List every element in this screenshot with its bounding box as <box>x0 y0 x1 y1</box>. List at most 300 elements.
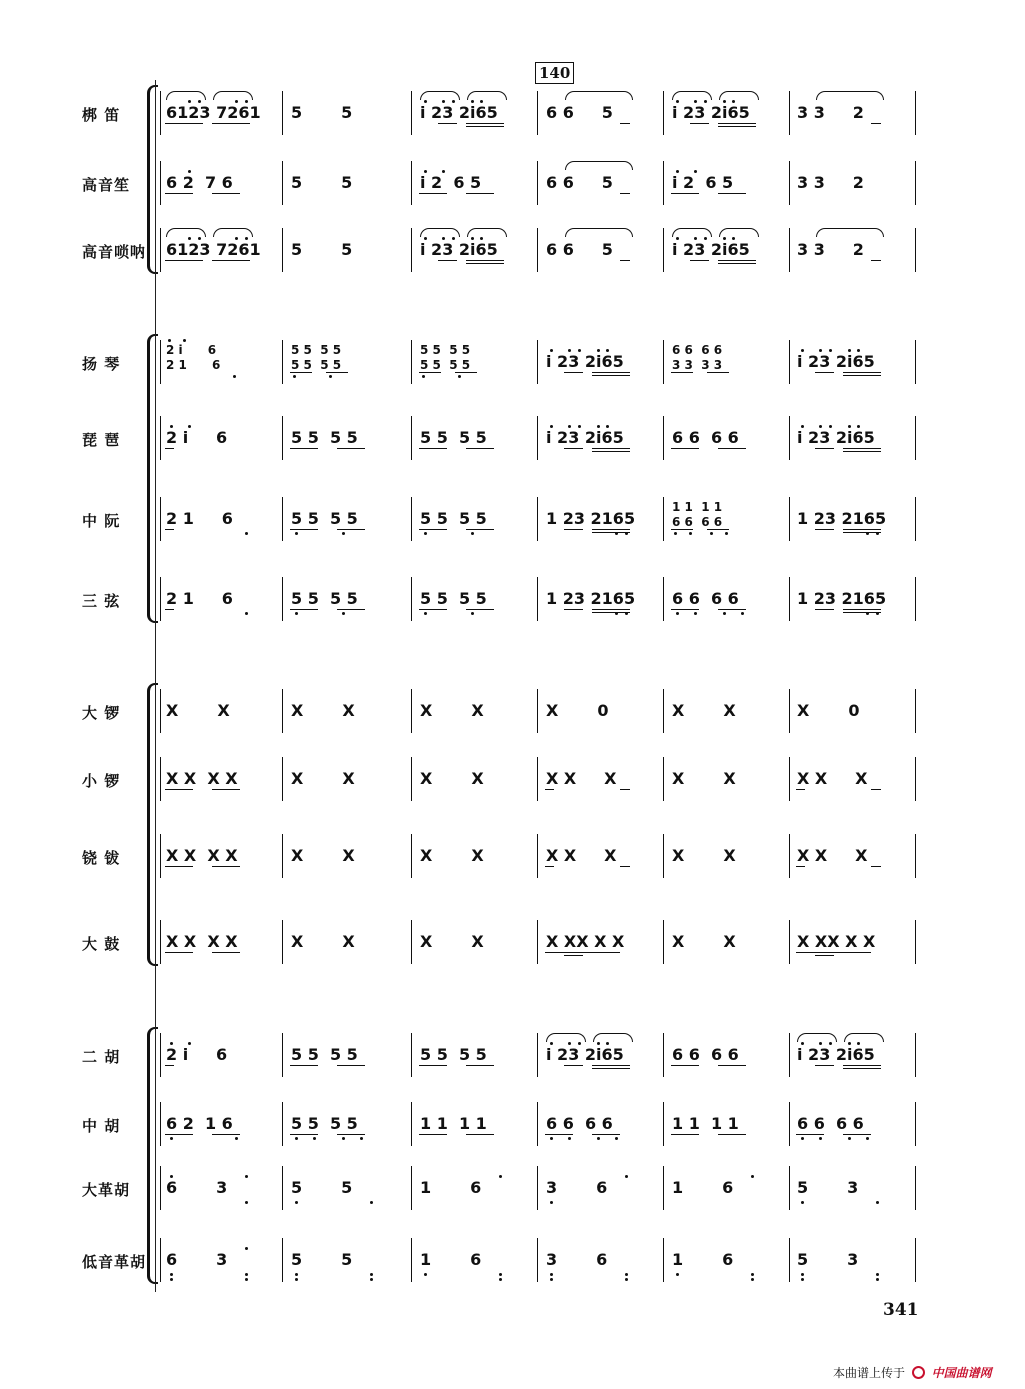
barline <box>663 228 664 272</box>
note-dot <box>188 170 191 173</box>
measure-notes: 1 23 2165 <box>797 589 887 608</box>
beam-underline <box>466 609 494 610</box>
note-dot <box>723 612 726 615</box>
note-dot <box>295 1137 298 1140</box>
note-dot <box>625 1278 628 1281</box>
barline <box>282 1238 283 1282</box>
barline <box>663 340 664 384</box>
note-dot <box>370 1278 373 1281</box>
beam-underline <box>212 193 240 194</box>
measure-notes: 6 6 6 6 <box>797 1114 864 1133</box>
beam-underline <box>843 612 881 613</box>
beam-underline <box>564 952 583 953</box>
note-dot <box>819 425 822 428</box>
note-dot <box>866 1137 869 1140</box>
measure-notes: 1 23 2165 <box>797 509 887 528</box>
measure-notes: X X X <box>546 846 617 865</box>
note-dot <box>295 1278 298 1281</box>
barline <box>282 1102 283 1146</box>
measure-notes: X XX X X <box>797 932 876 951</box>
note-dot <box>710 532 713 535</box>
note-dot <box>295 612 298 615</box>
barline <box>915 1033 916 1077</box>
barline <box>282 757 283 801</box>
footer-attribution <box>833 1364 992 1381</box>
beam-underline <box>592 1068 630 1069</box>
beam-underline <box>843 1068 881 1069</box>
note-dot <box>801 1137 804 1140</box>
beam-underline <box>290 448 318 449</box>
barline <box>789 1033 790 1077</box>
barline <box>663 1238 664 1282</box>
note-dot <box>597 425 600 428</box>
barline <box>663 834 664 878</box>
beam-underline <box>165 1065 174 1066</box>
beam-underline <box>718 126 756 127</box>
note-dot <box>689 532 692 535</box>
chord-bottom-notes: 2 1 6 <box>166 358 221 372</box>
instrument-label: 高音唢呐 <box>82 243 147 261</box>
note-dot <box>848 425 851 428</box>
barline <box>160 757 161 801</box>
beam-underline <box>718 609 746 610</box>
measure-notes: X X <box>291 932 355 951</box>
beam-underline <box>796 1134 824 1135</box>
barline <box>663 416 664 460</box>
beam-underline <box>455 372 477 373</box>
barline <box>282 689 283 733</box>
note-dot <box>422 375 425 378</box>
measure-notes: 3 3 2 <box>797 240 864 259</box>
barline <box>282 228 283 272</box>
barline <box>789 161 790 205</box>
measure-notes: 1 6 <box>672 1250 734 1269</box>
note-dot <box>625 1273 628 1276</box>
beam-underline <box>871 866 880 867</box>
note-dot <box>245 1247 248 1250</box>
note-dot <box>424 612 427 615</box>
barline <box>663 757 664 801</box>
chord-bottom-notes: 5 5 5 5 <box>420 358 471 372</box>
beam-underline <box>212 866 240 867</box>
beam-underline <box>871 123 880 124</box>
barline <box>915 1102 916 1146</box>
beam-underline <box>718 263 756 264</box>
measure-notes: 6 6 5 <box>546 173 613 192</box>
beam-underline <box>564 609 583 610</box>
barline <box>537 1102 538 1146</box>
instrument-label: 高音笙 <box>82 176 131 194</box>
note-dot <box>295 1201 298 1204</box>
measure-notes: X X <box>672 846 736 865</box>
instrument-label: 中 胡 <box>82 1117 121 1135</box>
slur-arc <box>546 1033 586 1042</box>
beam-underline <box>671 448 699 449</box>
note-dot <box>550 1278 553 1281</box>
note-dot <box>606 425 609 428</box>
measure-notes: 1 6 <box>420 1250 482 1269</box>
measure-notes: 6 6 6 6 <box>546 1114 613 1133</box>
note-dot <box>245 1175 248 1178</box>
group-brace <box>147 691 158 956</box>
beam-underline <box>466 126 504 127</box>
measure-notes: i 23 2i65 <box>672 103 750 122</box>
barline <box>411 340 412 384</box>
beam-underline <box>564 1065 583 1066</box>
beam-underline <box>545 952 620 953</box>
beam-underline <box>419 529 447 530</box>
measure-notes: 5 5 5 5 <box>291 589 358 608</box>
barline <box>537 340 538 384</box>
measure-notes: 5 3 <box>797 1250 859 1269</box>
instrument-label: 低音革胡 <box>82 1253 147 1271</box>
beam-underline <box>871 260 880 261</box>
note-dot <box>801 1273 804 1276</box>
note-dot <box>342 1137 345 1140</box>
beam-underline <box>212 952 240 953</box>
note-dot <box>170 1273 173 1276</box>
measure-notes: X 0 <box>546 701 609 720</box>
measure-notes: 6 6 5 <box>546 103 613 122</box>
measure-notes: 5 5 5 5 <box>291 1114 358 1133</box>
note-dot <box>550 1201 553 1204</box>
note-dot <box>550 349 553 352</box>
measure-notes: i 23 2i65 <box>797 352 875 371</box>
barline <box>411 1102 412 1146</box>
barline <box>663 689 664 733</box>
barline <box>789 228 790 272</box>
measure-notes: i 23 2i65 <box>420 103 498 122</box>
barline <box>160 1238 161 1282</box>
note-dot <box>245 1273 248 1276</box>
beam-underline <box>438 123 457 124</box>
beam-underline <box>843 375 881 376</box>
note-dot <box>245 612 248 615</box>
note-dot <box>245 1278 248 1281</box>
note-dot <box>857 349 860 352</box>
beam-underline <box>620 123 629 124</box>
note-dot <box>471 532 474 535</box>
beam-underline <box>165 123 203 124</box>
beam-underline <box>718 448 746 449</box>
slur-arc <box>816 228 884 237</box>
note-dot <box>550 1273 553 1276</box>
rehearsal-mark: 140 <box>535 62 574 84</box>
note-dot <box>615 1137 618 1140</box>
note-dot <box>857 425 860 428</box>
chord-bottom-notes: 6 6 6 6 <box>672 515 723 529</box>
barline <box>411 228 412 272</box>
slur-arc <box>166 228 206 237</box>
beam-underline <box>545 866 554 867</box>
beam-underline <box>718 1065 746 1066</box>
barline <box>160 1102 161 1146</box>
beam-underline <box>843 609 881 610</box>
note-dot <box>876 1201 879 1204</box>
note-dot <box>741 612 744 615</box>
note-dot <box>819 1137 822 1140</box>
beam-underline <box>337 448 365 449</box>
measure-notes: 5 5 5 5 <box>420 509 487 528</box>
site-logo-icon <box>912 1366 925 1379</box>
beam-underline <box>564 448 583 449</box>
measure-notes: 2 1 6 <box>166 509 233 528</box>
barline <box>537 416 538 460</box>
note-dot <box>170 1175 173 1178</box>
chord-bottom-notes: 5 5 5 5 <box>291 358 342 372</box>
note-dot <box>751 1278 754 1281</box>
beam-underline <box>466 263 504 264</box>
barline <box>537 757 538 801</box>
note-dot <box>424 532 427 535</box>
measure-notes: 3 3 2 <box>797 173 864 192</box>
instrument-label: 扬 琴 <box>82 355 121 373</box>
measure-notes: 1 23 2165 <box>546 589 636 608</box>
barline <box>160 689 161 733</box>
note-dot <box>568 1137 571 1140</box>
barline <box>160 834 161 878</box>
barline <box>411 497 412 541</box>
note-dot <box>550 425 553 428</box>
beam-underline <box>620 866 629 867</box>
barline <box>915 161 916 205</box>
beam-underline <box>545 1134 573 1135</box>
measure-notes: X X X X <box>166 769 238 788</box>
barline <box>789 497 790 541</box>
measure-notes: X X X <box>546 769 617 788</box>
slur-arc <box>166 91 206 100</box>
slur-arc <box>565 161 633 170</box>
note-dot <box>471 612 474 615</box>
beam-underline <box>419 448 447 449</box>
note-dot <box>676 170 679 173</box>
instrument-label: 大革胡 <box>82 1181 131 1199</box>
beam-underline <box>592 448 630 449</box>
beam-underline <box>671 529 693 530</box>
beam-underline <box>690 123 709 124</box>
barline <box>282 1166 283 1210</box>
beam-underline <box>843 372 881 373</box>
beam-underline <box>718 1134 746 1135</box>
note-dot <box>329 375 332 378</box>
beam-underline <box>212 789 240 790</box>
measure-notes: 3 6 <box>546 1250 608 1269</box>
beam-underline <box>796 789 805 790</box>
barline <box>411 161 412 205</box>
beam-underline <box>592 372 630 373</box>
measure-notes: 5 5 5 5 <box>291 428 358 447</box>
measure-notes: X XX X X <box>546 932 625 951</box>
beam-underline <box>466 1134 494 1135</box>
measure-notes: 5 5 <box>291 240 353 259</box>
note-dot <box>293 375 296 378</box>
measure-notes: 1 1 1 1 <box>672 1114 739 1133</box>
note-dot <box>168 339 171 342</box>
measure-notes: X X <box>672 932 736 951</box>
barline <box>537 689 538 733</box>
note-dot <box>233 375 236 378</box>
barline <box>537 920 538 964</box>
barline <box>537 1238 538 1282</box>
note-dot <box>801 1278 804 1281</box>
measure-notes: 2 i 6 <box>166 428 228 447</box>
barline <box>160 91 161 135</box>
beam-underline <box>165 789 193 790</box>
barline <box>789 920 790 964</box>
beam-underline <box>290 529 318 530</box>
measure-notes: i 23 2i65 <box>546 352 624 371</box>
measure-notes: 6 3 <box>166 1250 228 1269</box>
measure-notes: 2 i 6 <box>166 1045 228 1064</box>
beam-underline <box>212 260 250 261</box>
beam-underline <box>564 955 583 956</box>
beam-underline <box>843 532 881 533</box>
measure-notes: i 2 6 5 <box>672 173 734 192</box>
note-dot <box>170 1042 173 1045</box>
beam-underline <box>165 866 193 867</box>
beam-underline <box>815 955 834 956</box>
slur-arc <box>593 1033 633 1042</box>
note-dot <box>245 532 248 535</box>
measure-notes: X X <box>291 769 355 788</box>
note-dot <box>725 532 728 535</box>
barline <box>282 577 283 621</box>
group-brace-bottom <box>147 1272 158 1284</box>
group-brace <box>147 342 158 613</box>
measure-notes: i 23 2i65 <box>797 428 875 447</box>
measure-notes: 6 6 6 6 <box>672 428 739 447</box>
barline <box>411 577 412 621</box>
measure-notes: X X <box>420 769 484 788</box>
barline <box>537 1033 538 1077</box>
slur-arc <box>565 228 633 237</box>
beam-underline <box>419 609 447 610</box>
barline <box>411 1238 412 1282</box>
beam-underline <box>466 260 504 261</box>
system-line <box>155 80 156 1292</box>
beam-underline <box>165 448 174 449</box>
barline <box>160 497 161 541</box>
beam-underline <box>545 789 554 790</box>
beam-underline <box>620 260 629 261</box>
beam-underline <box>671 1134 699 1135</box>
barline <box>789 91 790 135</box>
note-dot <box>694 170 697 173</box>
barline <box>915 1238 916 1282</box>
slur-arc <box>213 91 253 100</box>
barline <box>160 577 161 621</box>
note-dot <box>499 1273 502 1276</box>
beam-underline <box>290 372 312 373</box>
beam-underline <box>419 1065 447 1066</box>
beam-underline <box>290 1065 318 1066</box>
note-dot <box>829 425 832 428</box>
note-dot <box>694 612 697 615</box>
note-dot <box>499 1175 502 1178</box>
group-brace <box>147 1035 158 1274</box>
note-dot <box>370 1273 373 1276</box>
barline <box>537 161 538 205</box>
beam-underline <box>671 372 693 373</box>
barline <box>663 91 664 135</box>
note-dot <box>606 349 609 352</box>
barline <box>411 1033 412 1077</box>
measure-notes: 6123 7261 <box>166 103 261 122</box>
beam-underline <box>466 448 494 449</box>
barline <box>915 228 916 272</box>
beam-underline <box>718 123 756 124</box>
measure-notes: X X <box>672 701 736 720</box>
beam-underline <box>671 193 699 194</box>
note-dot <box>170 425 173 428</box>
barline <box>537 834 538 878</box>
measure-notes: 6 2 7 6 <box>166 173 233 192</box>
beam-underline <box>796 952 871 953</box>
beam-underline <box>212 1134 240 1135</box>
barline <box>411 91 412 135</box>
group-brace <box>147 93 158 264</box>
measure-notes: X X X X <box>166 932 238 951</box>
footer-site-name: 中国曲谱网 <box>931 1366 992 1380</box>
measure-notes: 1 23 2165 <box>546 509 636 528</box>
beam-underline <box>466 529 494 530</box>
measure-notes: X X <box>420 932 484 951</box>
beam-underline <box>718 260 756 261</box>
beam-underline <box>165 193 193 194</box>
measure-notes: X X <box>291 701 355 720</box>
barline <box>789 834 790 878</box>
note-dot <box>625 1175 628 1178</box>
instrument-label: 大 锣 <box>82 704 121 722</box>
measure-notes: i 23 2i65 <box>797 1045 875 1064</box>
slur-arc <box>467 91 507 100</box>
barline <box>411 416 412 460</box>
note-dot <box>848 349 851 352</box>
instrument-label: 铙 钹 <box>82 849 121 867</box>
slur-arc <box>213 228 253 237</box>
page-number: 341 <box>883 1300 919 1320</box>
barline <box>789 1102 790 1146</box>
barline <box>663 577 664 621</box>
slur-arc <box>816 91 884 100</box>
chord-top-notes: 5 5 5 5 <box>420 343 471 357</box>
barline <box>789 689 790 733</box>
measure-notes: 6 6 6 6 <box>672 589 739 608</box>
measure-notes: 6 2 1 6 <box>166 1114 233 1133</box>
slur-arc <box>467 228 507 237</box>
barline <box>915 689 916 733</box>
note-dot <box>342 532 345 535</box>
slur-arc <box>719 91 759 100</box>
barline <box>915 497 916 541</box>
beam-underline <box>592 451 630 452</box>
barline <box>789 1238 790 1282</box>
group-brace-bottom <box>147 262 158 274</box>
note-dot <box>819 349 822 352</box>
slur-arc <box>719 228 759 237</box>
slur-arc <box>420 91 460 100</box>
barline <box>537 91 538 135</box>
beam-underline <box>165 609 174 610</box>
beam-underline <box>815 952 834 953</box>
note-dot <box>801 1201 804 1204</box>
note-dot <box>424 1273 427 1276</box>
note-dot <box>183 339 186 342</box>
measure-notes: X X <box>420 701 484 720</box>
beam-underline <box>326 372 348 373</box>
note-dot <box>568 425 571 428</box>
barline <box>915 416 916 460</box>
